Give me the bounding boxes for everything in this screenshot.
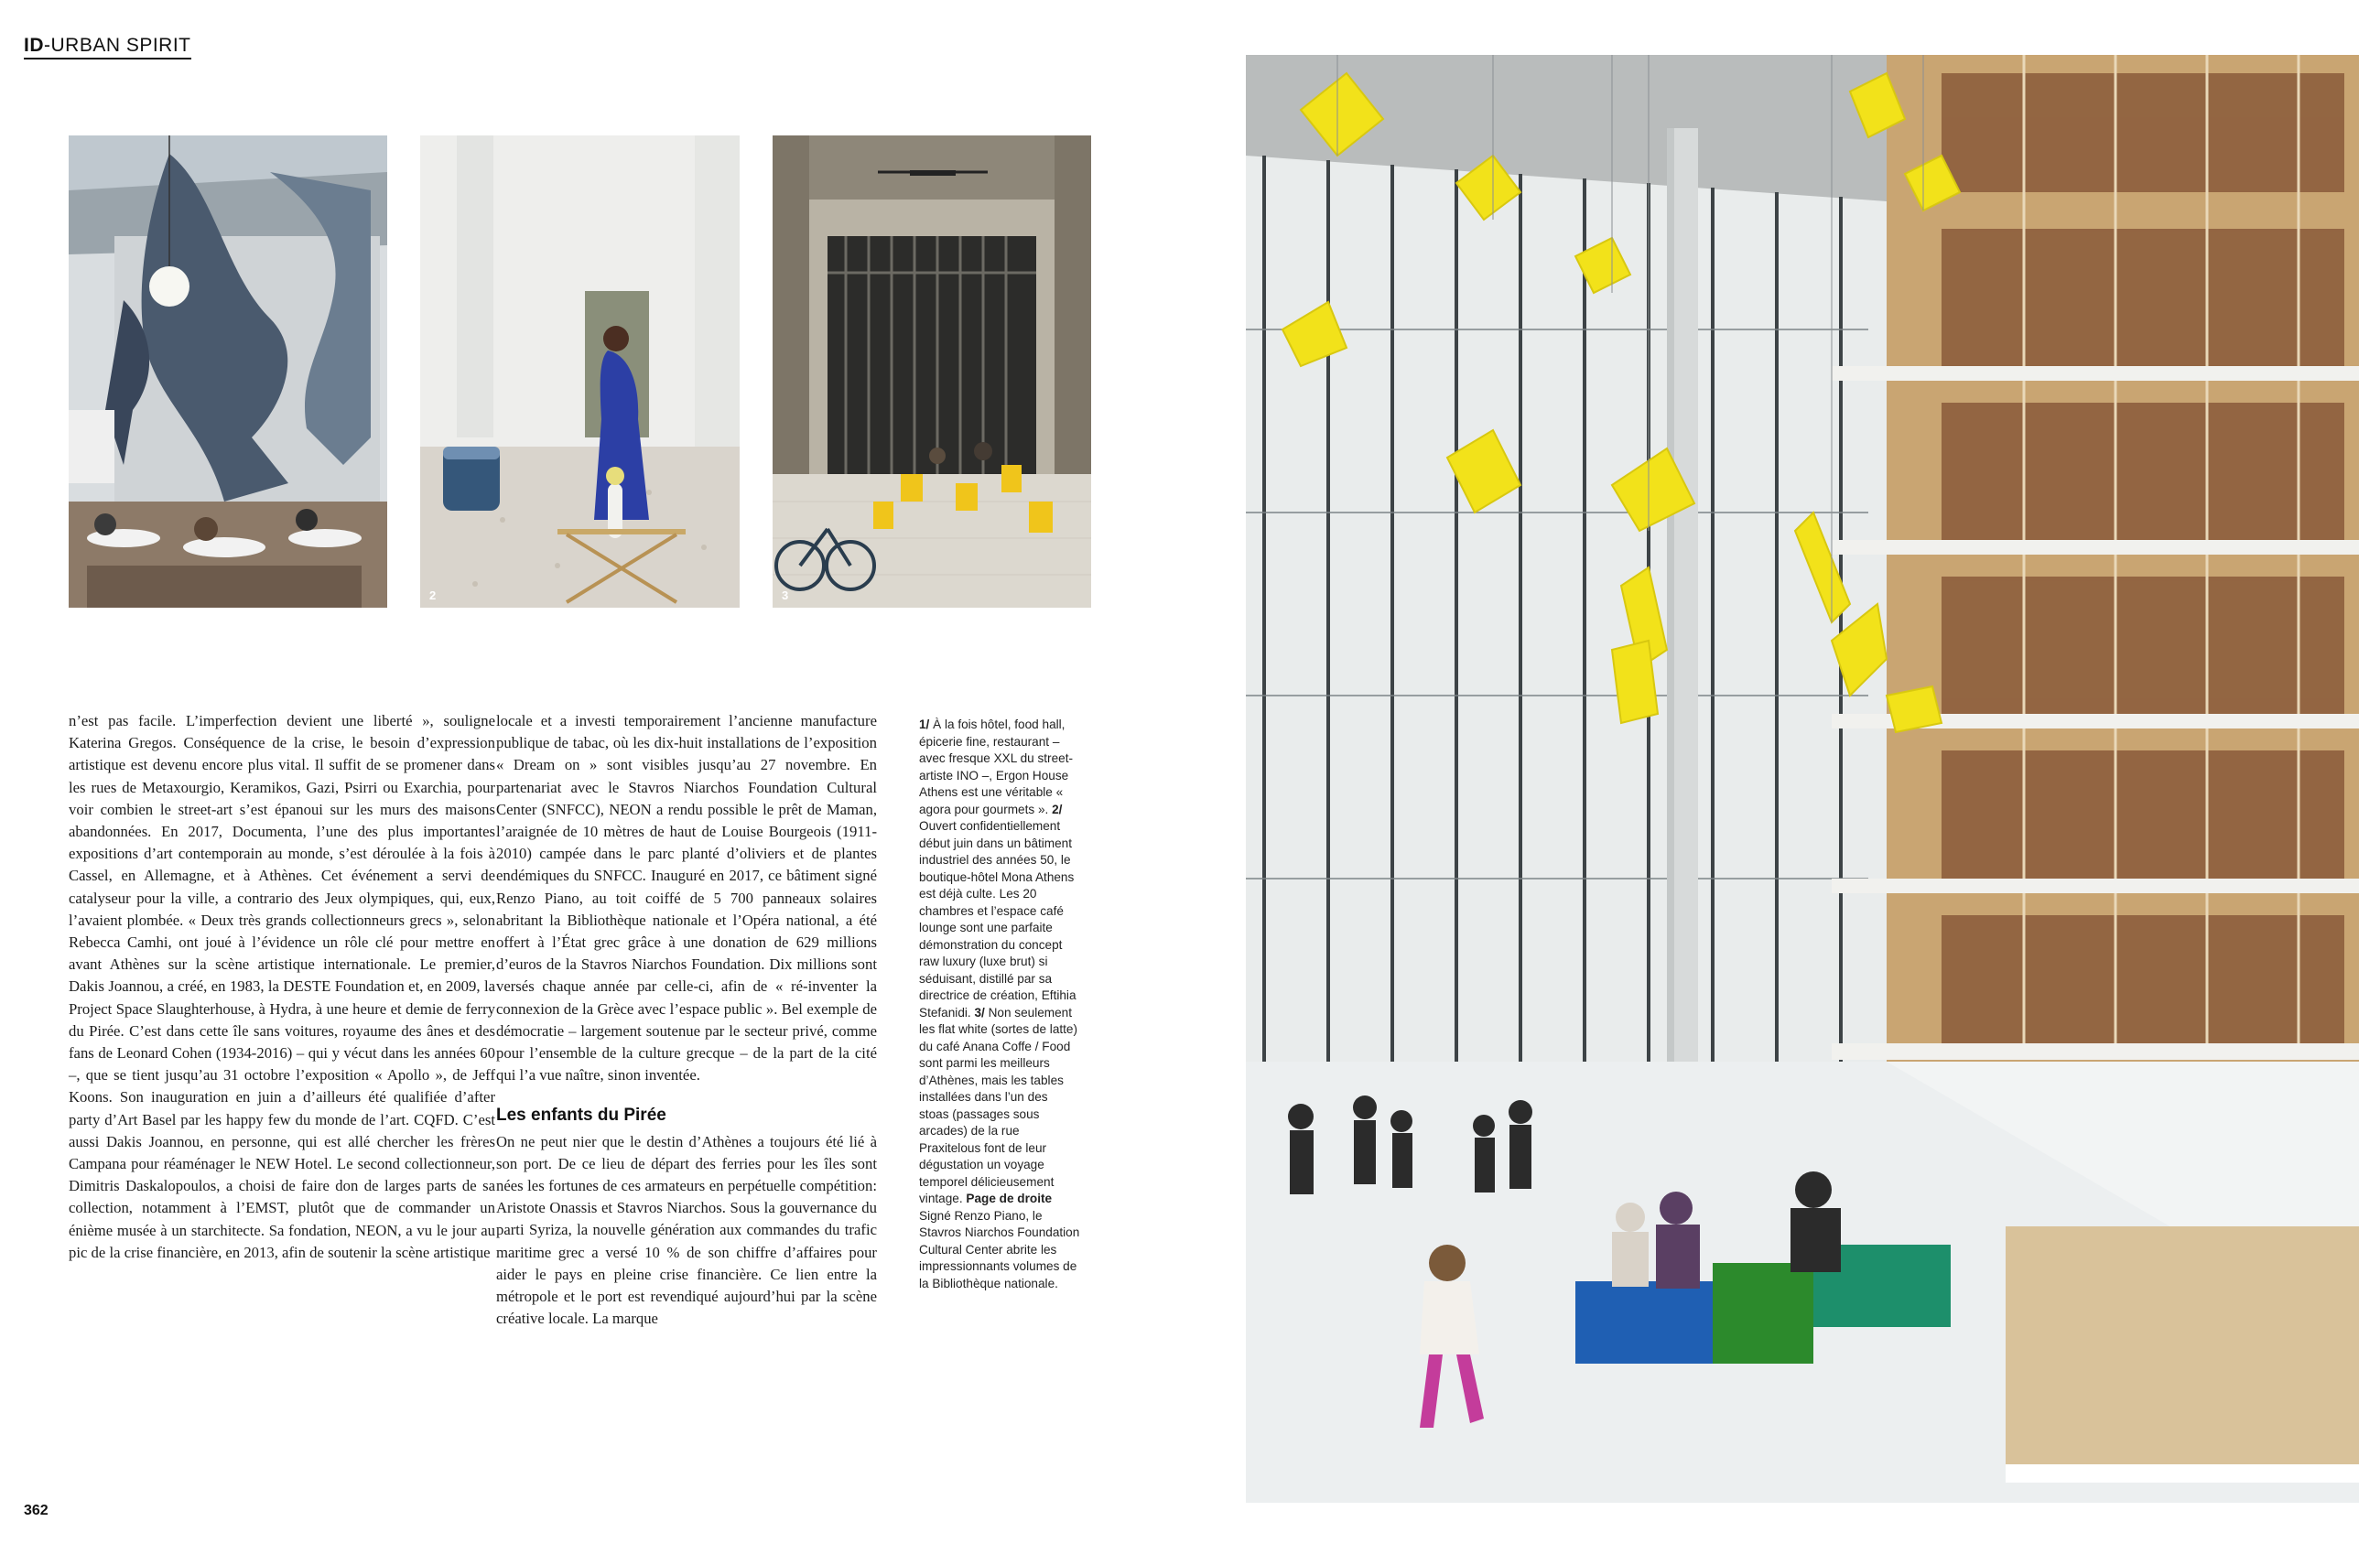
subheading: Les enfants du Pirée [496, 1106, 666, 1126]
photo-snfcc-library [1246, 55, 2359, 1503]
photo-mona-athens [420, 135, 740, 608]
section-tag-prefix: ID [24, 35, 44, 56]
photo-anana-coffee [773, 135, 1091, 608]
caption-number: 2/ [1048, 802, 1063, 816]
caption-label: Page de droite [962, 1192, 1053, 1205]
page-number: 362 [24, 1503, 49, 1518]
body-paragraph: locale et a investi temporairement l’ancienne manufacture publique de tabac, où les dix-huit installations de l’exposition « Dream on » sont visibles jusqu’au 27 novembre. En partenariat avec le Stavros Niarchos Foundation Cultural Center (SNFCC), NEON a rendu possible le prêt de Maman, l’araignée de 10 mètres de haut de Louise Bourgeois (1911-2010) campée dans le parc planté d’oliviers et de plantes endémiques du SNFCC. Inauguré en 2017, ce bâtiment signé Renzo Piano, au toit coiffé de 5 700 panneaux solaires abritant la Bibliothèque nationale et l’Opéra national, a été offert à l’État grec grâce à une donation de 629 millions d’euros de la Stavros Niarchos Foundation. Dix millions sont versés chaque année par celle-ci, afin de « ré-inventer la connexion de la Grèce avec l’espace public ». Bel exemple de démocratie – largement soutenue par le secteur privé, comme pour l’ensemble de la culture grecque – de la part de la cité qui l’a vue naître, sinon inventée. [496, 712, 877, 1085]
photo-number: 2 [429, 588, 437, 602]
body-column-1 [69, 710, 495, 1264]
photo-captions [919, 717, 1080, 1292]
body-paragraph: n’est pas facile. L’imperfection devient une liberté », souligne Katerina Gregos. Conséquence de la crise, le besoin d’expression artistique est devenu encore plus vital. Il suffit de se promener dans les rues de Metaxourgio, Keramikos, Gazi, Psirri ou Exarchia, pour voir combien le street-art s’est épanoui sur les murs des maisons abandonnées. En 2017, Documenta, l’une des plus importantes expositions d’art contemporain au monde, s’est déroulée à la fois à Cassel, en Allemagne, et à Athènes. Cet événement a servi de catalyseur pour la ville, a contrario des Jeux olympiques, qui, eux, l’avaient plombée. « Deux très grands collectionneurs grecs », selon Rebecca Camhi, ont joué à l’évidence un rôle clé pour mettre en avant Athènes sur la scène artistique internationale. Le premier, Dakis Joannou, a créé, en 1983, la DESTE Foundation et, en 2009, la Project Space Slaughterhouse, à Hydra, à une heure et demie de ferry du Pirée. C’est dans cette île sans voitures, royaume des ânes et des fans de Leonard Cohen (1934-2016) – qui y vécut dans les années 60 –, que se tient jusqu’au 31 octobre l’exposition « Apollo », de Jeff Koons. Son inauguration en juin a d’ailleurs été qualifiée d’after party d’Art Basel par les happy few du monde de l’art. CQFD. C’est aussi Dakis Joannou, en personne, qui est allé chercher les frères Campana pour réaménager le NEW Hotel. Le second collectionneur, Dimitris Daskalopoulos, a choisi de faire don de larges parts de sa collection, notamment à l’EMST, plutôt que de commander un énième musée à un starchitecte. Sa fondation, NEON, a vu le jour au pic de la crise financière, en 2013, afin de soutenir la scène artistique [69, 712, 495, 1261]
body-column-2 [496, 710, 877, 1330]
caption-text: 1/ À la fois hôtel, food hall, épicerie fine, restaurant – avec fresque XXL du street-artiste INO –, Ergon House Athens est une véritable « agora pour gourmets ». 2/ Ouvert confidentiellement début juin dans un bâtiment industriel des années 50, le boutique-hôtel Mona Athens est déjà culte. Les 20 chambres et l’espace café lounge sont une parfaite démonstration du concept raw luxury (luxe brut) si séduisant, distillé par sa directrice de création, Eftihia Stefanidi. 3/ Non seulement les flat white (sortes de latte) du café Anana Coffe / Food sont parmi les meilleurs d’Athènes, mais les tables installées dans l’un des stoas (passages sous arcades) de la rue Praxitelous font de leur dégustation un voyage temporel délicieusement vintage. Page de droite Signé Renzo Piano, le Stavros Niarchos Foundation Cultural Center abrite les impressionnants volumes de la Bibliothèque nationale. [919, 718, 1080, 1290]
photo-number: 3 [782, 588, 789, 602]
section-tag [24, 35, 191, 59]
photo-ergon-house [69, 135, 387, 608]
caption-number: 3/ [970, 1005, 985, 1020]
body-paragraph: On ne peut nier que le destin d’Athènes a toujours été lié à son port. De ce lieu de départ des ferries pour les îles sont nées les fortunes de ces armateurs en perpétuelle compétition: Aristote Onassis et Stavros Niarchos. Sous la gouvernance du parti Syriza, la nouvelle génération aux commandes du trafic maritime grec a versé 10 % de son chiffre d’affaires pour aider le pays en pleine crise financière. Ce lien entre la métropole et le port est revendiqué aujourd’hui par la scène créative locale. La marque [496, 1132, 877, 1328]
section-tag-rest: -URBAN SPIRIT [44, 35, 191, 56]
caption-number: 1/ [919, 718, 930, 731]
